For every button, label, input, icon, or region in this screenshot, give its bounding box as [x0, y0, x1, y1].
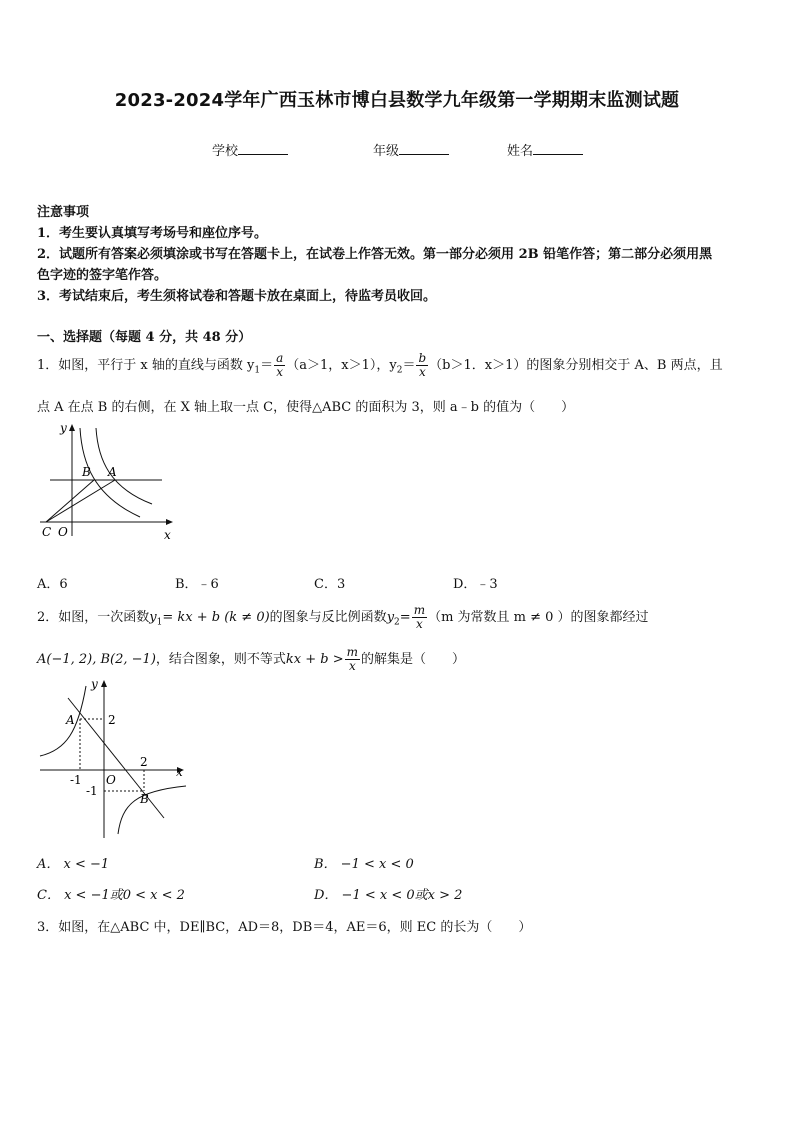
- grade-blank: [399, 142, 449, 155]
- q2-line1: [37, 604, 649, 631]
- q2-y1-sub: 1: [156, 617, 163, 628]
- section-heading: 一、选择题（每题 4 分，共 48 分）: [37, 330, 252, 345]
- q3-line1: 3．如图，在△ABC 中，DE∥BC，AD＝8，DB＝4，AE＝6，则 EC 的长为（ ）: [37, 920, 532, 935]
- q2-y-arrow: [101, 680, 107, 687]
- q2-label-b: B: [140, 792, 149, 806]
- q2-linear-expr: = kx + b (k ≠ 0): [162, 610, 270, 625]
- q2-frac2-den: x: [348, 659, 356, 673]
- q1-label-o: O: [58, 525, 68, 539]
- name-field: [507, 140, 583, 159]
- q2-option-b: B． −1 < x < 0: [314, 857, 414, 872]
- q2-y2-sub: 2: [394, 617, 400, 628]
- q2-frac-m-over-x: [412, 604, 427, 631]
- grade-field: [373, 140, 449, 159]
- q2-frac-num: m: [413, 603, 426, 617]
- notice-item-1: 1．考生要认真填写考场号和座位序号。: [37, 226, 268, 241]
- q2-option-c: C． x < −1或0 < x < 2: [37, 888, 185, 903]
- q1-label-c: C: [42, 525, 52, 539]
- notice-item-2-cont: 色字迹的签字笔作答。: [37, 268, 168, 283]
- q1-frac1-den: x: [276, 365, 284, 379]
- q1-label-x: x: [164, 528, 171, 542]
- q1-y-arrow: [69, 424, 75, 431]
- q1-option-a: A．6: [37, 577, 68, 592]
- q1-option-c: C．3: [314, 577, 346, 592]
- q1-frac1-num: a: [276, 351, 284, 365]
- q2-frac2-num: m: [346, 645, 359, 659]
- q1-label-a: A: [108, 465, 117, 479]
- q1-cond1: （a＞1，x＞1），y: [286, 358, 397, 373]
- q1-frac-b-over-x: [416, 352, 428, 379]
- grade-label: 年级: [373, 144, 400, 159]
- school-blank: [238, 142, 288, 155]
- q2-y1: y: [149, 610, 157, 625]
- q1-sub2: 2: [396, 365, 403, 376]
- q1-line2: 点 A 在点 B 的右侧，在 X 轴上取一点 C，使得△ABC 的面积为 3，则 a﹣b 的值为（ ）: [37, 400, 575, 415]
- q1-option-d: D．﹣3: [453, 577, 498, 592]
- q1-cond2: （b＞1．x＞1）的图象分别相交于 A、B 两点，且: [429, 358, 723, 373]
- q1-eq: ＝: [260, 358, 274, 373]
- name-label: 姓名: [507, 144, 534, 159]
- q2-label-y: y: [91, 677, 98, 691]
- q2-cond: （m 为常数且 m ≠ 0 ）的图象都经过: [428, 610, 649, 625]
- q2-label-a: A: [66, 713, 75, 727]
- name-blank: [533, 142, 583, 155]
- q1-frac2-num: b: [418, 351, 427, 365]
- q2-option-d: D． −1 < x < 0或x > 2: [314, 888, 463, 903]
- school-field: [212, 140, 288, 159]
- q1-text-a: 1．如图，平行于 x 轴的直线与函数 y: [37, 358, 255, 373]
- notice-item-2: 2．试题所有答案必须填涂或书写在答题卡上，在试卷上作答无效。第一部分必须用 2B 铅笔作答；第二部分必须用黑: [37, 247, 713, 262]
- q2-tick-y-neg1: -1: [86, 784, 98, 798]
- q2-frac-den: x: [415, 617, 423, 631]
- notice-heading: 注意事项: [37, 205, 90, 220]
- q2-option-a: A． x < −1: [37, 857, 110, 872]
- school-label: 学校: [212, 144, 239, 159]
- q2-text-a: 2．如图，一次函数: [37, 610, 150, 625]
- q1-x-arrow: [166, 519, 173, 525]
- q1-eq2: ＝: [402, 358, 416, 373]
- q2-tick-x-neg1: -1: [70, 773, 82, 787]
- q2-tick-x-2: 2: [140, 755, 148, 769]
- q2-tick-y-2: 2: [108, 713, 116, 727]
- q1-frac2-den: x: [418, 365, 426, 379]
- q2-line: [68, 698, 164, 818]
- q1-line1: [37, 352, 723, 379]
- notice-item-3: 3．考试结束后，考生须将试卷和答题卡放在桌面上，待监考员收回。: [37, 289, 437, 304]
- q1-segment-ca: [46, 480, 115, 522]
- q2-text-c: 的解集是（ ）: [361, 652, 466, 667]
- q2-points: A(−1, 2), B(2, −1): [37, 652, 156, 667]
- q2-mid: 的图象与反比例函数: [269, 610, 387, 625]
- q2-y2: y: [386, 610, 395, 625]
- q2-text-b: ，结合图象，则不等式: [155, 652, 286, 667]
- q2-hyperbola-left: [40, 686, 86, 756]
- q2-line2: [37, 646, 465, 673]
- q2-frac2-m-over-x: [345, 646, 360, 673]
- page-title: 2023-2024学年广西玉林市博白县数学九年级第一学期期末监测试题: [114, 90, 680, 111]
- q1-sub1: 1: [254, 365, 261, 376]
- q2-label-o: O: [106, 773, 116, 787]
- q2-hyperbola-right: [118, 786, 186, 834]
- q1-graph: [36, 418, 181, 543]
- q2-graph: [36, 676, 191, 842]
- q1-option-b: B．﹣6: [175, 577, 219, 592]
- q2-eq: =: [399, 610, 411, 625]
- q1-label-y: y: [60, 421, 67, 435]
- q2-label-x: x: [176, 765, 183, 779]
- q2-ineq: kx + b >: [285, 652, 344, 667]
- q1-segment-cb: [46, 480, 94, 522]
- q1-label-b: B: [82, 465, 91, 479]
- q1-frac-a-over-x: [274, 352, 285, 379]
